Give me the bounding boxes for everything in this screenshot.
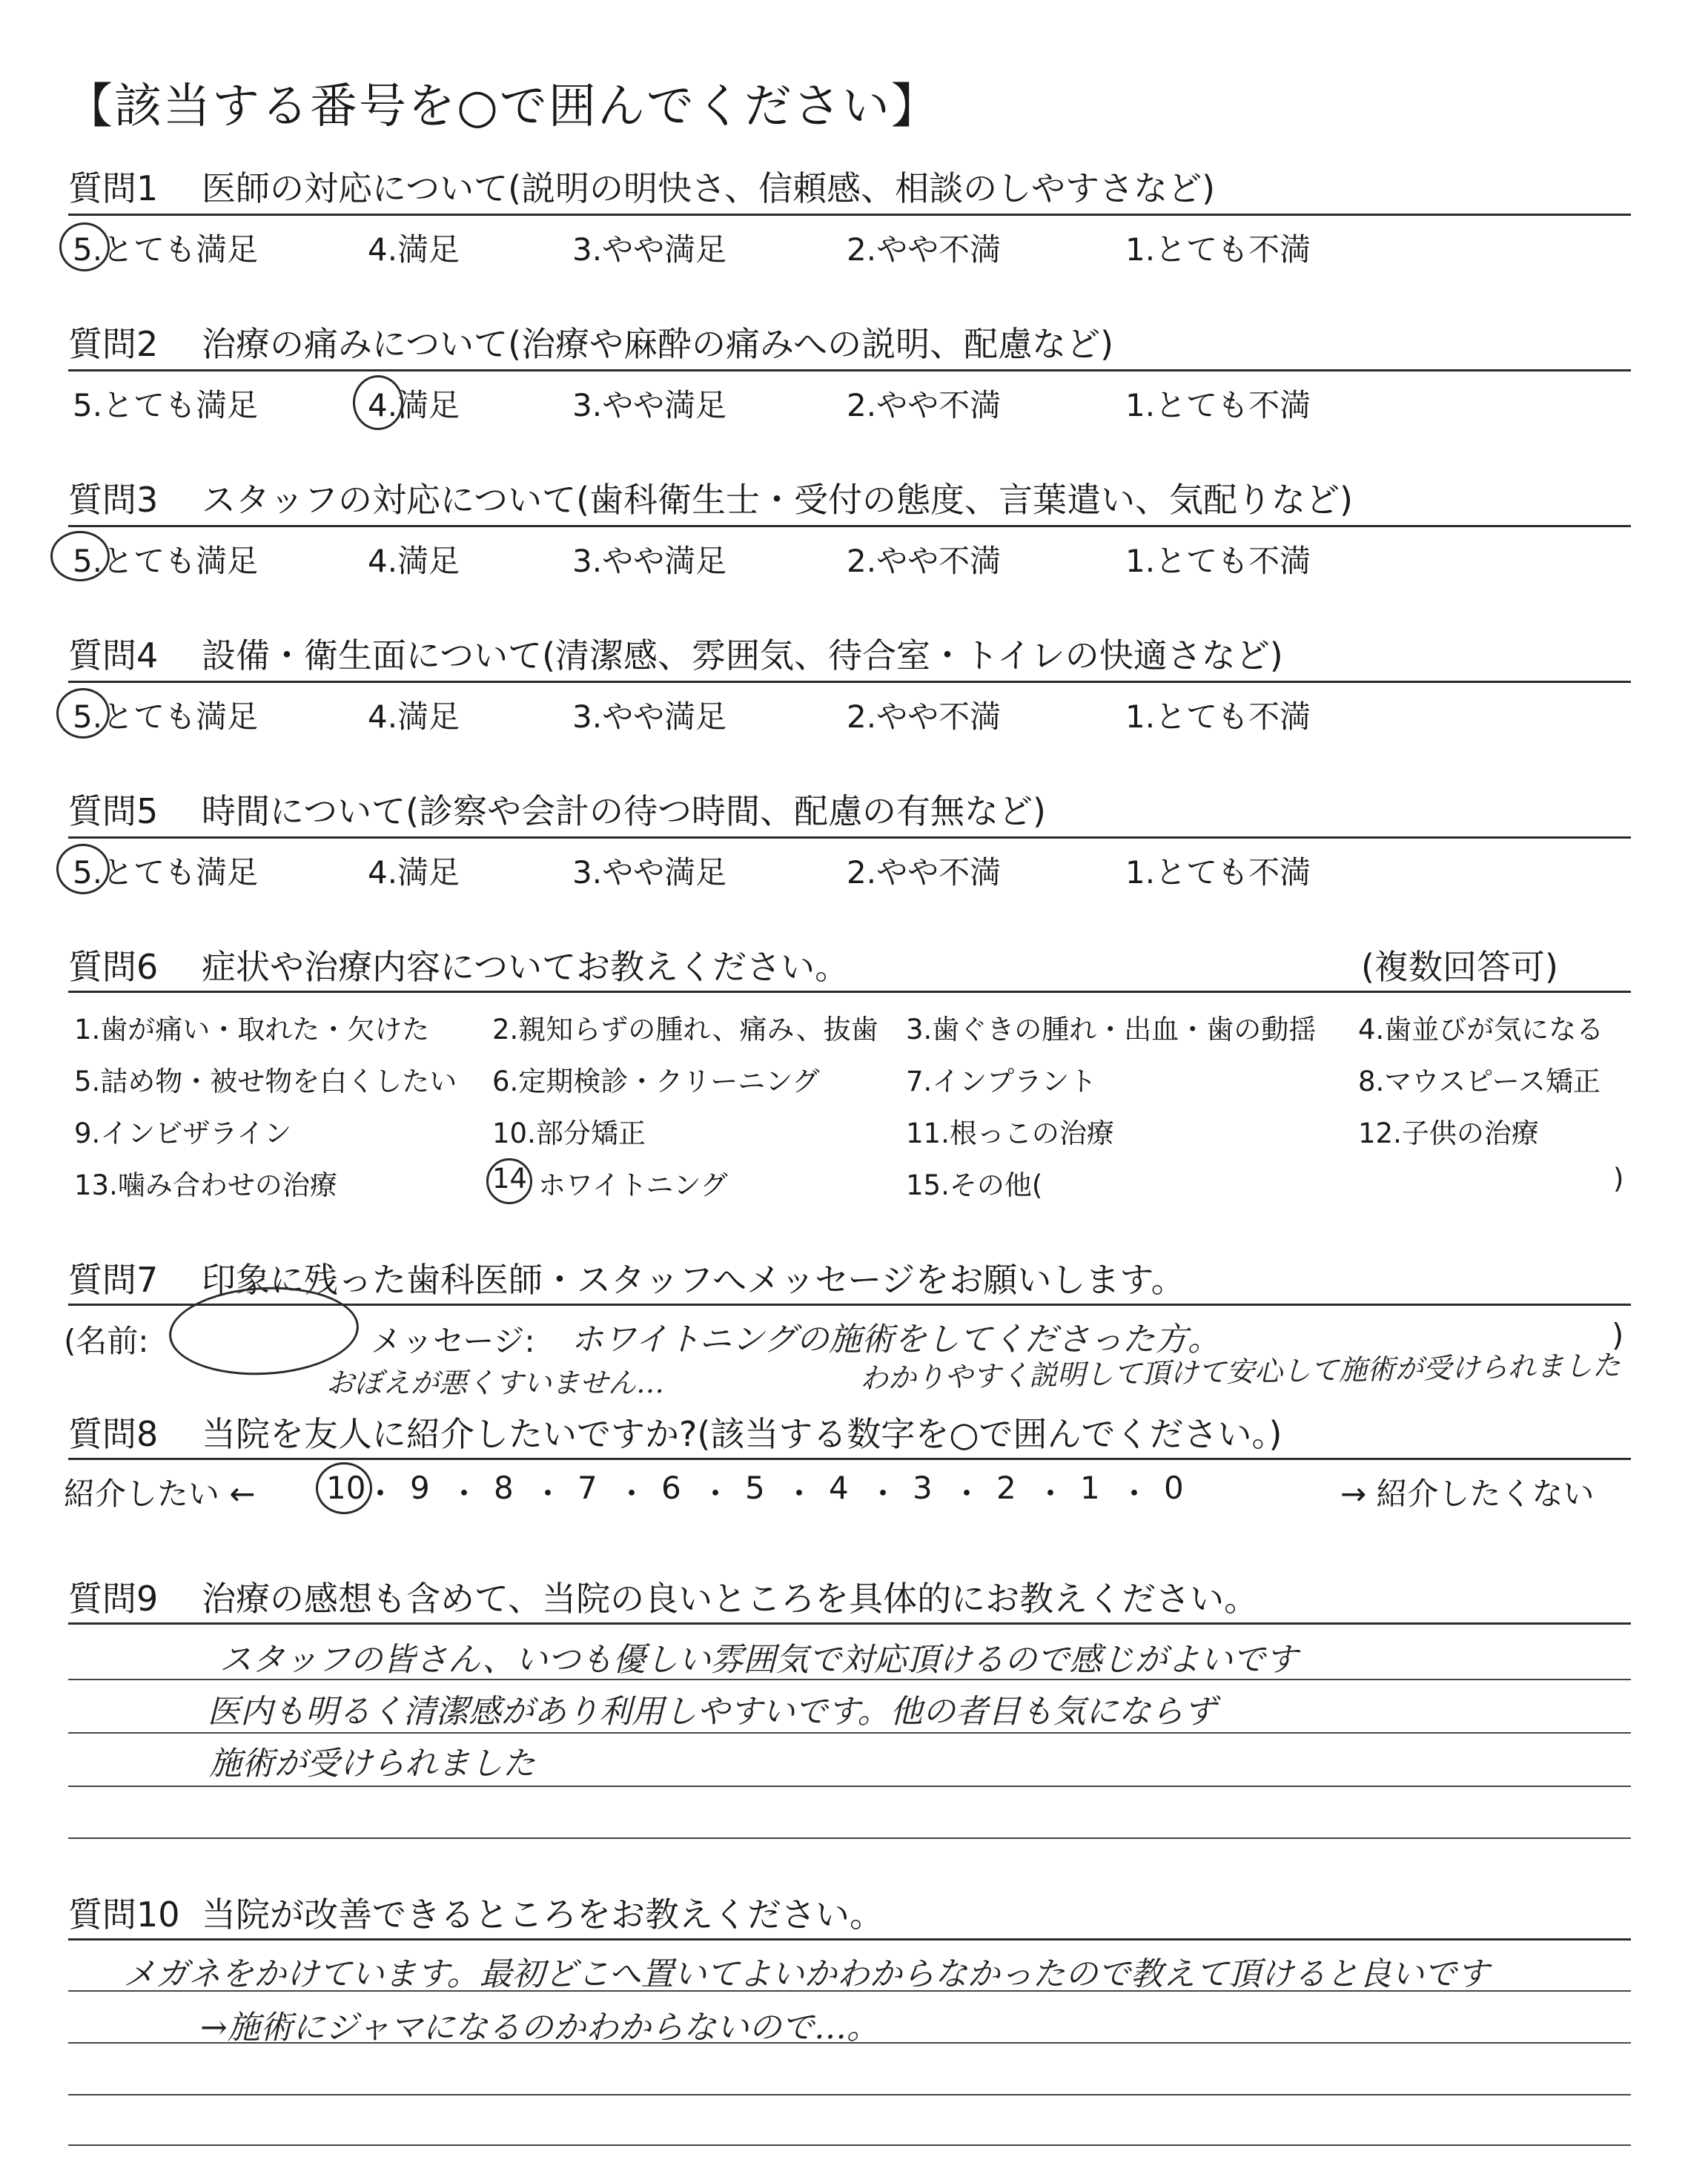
- q6-item-10[interactable]: 10.部分矯正: [492, 1117, 646, 1149]
- question-9-label: 質問9: [68, 1579, 159, 1619]
- q1-option-5[interactable]: 5.とても満足: [73, 231, 259, 268]
- q2-selection-circle: [353, 375, 403, 430]
- q8-scale-separator: ・: [616, 1476, 648, 1512]
- question-8-rule: [68, 1458, 1631, 1460]
- q4-option-1[interactable]: 1.とても不満: [1125, 698, 1311, 735]
- q2-option-3[interactable]: 3.やや満足: [572, 387, 727, 423]
- q6-item-8[interactable]: 8.マウスピース矯正: [1358, 1066, 1601, 1097]
- q6-item-11[interactable]: 11.根っこの治療: [906, 1117, 1114, 1149]
- question-2-text: 治療の痛みについて(治療や麻酔の痛みへの説明、配慮など): [202, 324, 1114, 364]
- q6-selection-circle: [486, 1158, 532, 1204]
- q6-item-14-number[interactable]: 14: [492, 1163, 528, 1195]
- question-7-label: 質問7: [68, 1260, 159, 1300]
- q1-option-2[interactable]: 2.やや不満: [847, 231, 1002, 268]
- question-1-text: 医師の対応について(説明の明快さ、信頼感、相談のしやすさなど): [202, 168, 1216, 208]
- q8-scale-separator: ・: [867, 1476, 899, 1512]
- q3-option-4[interactable]: 4.満足: [368, 543, 460, 579]
- q8-left-label: 紹介したい ←: [64, 1476, 256, 1512]
- q8-scale-3[interactable]: 3: [913, 1470, 933, 1506]
- q6-item-9[interactable]: 9.インビザライン: [74, 1117, 292, 1149]
- question-5-rule: [68, 836, 1631, 839]
- q8-scale-separator: ・: [365, 1476, 397, 1512]
- q8-scale-4[interactable]: 4: [829, 1470, 849, 1506]
- q9-answer-line-4: [68, 1837, 1631, 1839]
- question-9-rule: [68, 1622, 1631, 1625]
- q7-message-label: メッセージ:: [371, 1323, 535, 1359]
- q6-item-13[interactable]: 13.噛み合わせの治療: [74, 1169, 337, 1201]
- q5-option-4[interactable]: 4.満足: [368, 854, 460, 891]
- question-4-rule: [68, 681, 1631, 683]
- q2-option-5[interactable]: 5.とても満足: [73, 387, 259, 423]
- q6-item-6[interactable]: 6.定期検診・クリーニング: [492, 1066, 820, 1097]
- question-5-text: 時間について(診察や会計の待つ時間、配慮の有無など): [202, 791, 1046, 831]
- q6-item-1[interactable]: 1.歯が痛い・取れた・欠けた: [74, 1014, 430, 1046]
- q8-scale-10[interactable]: 10: [326, 1470, 366, 1506]
- q9-handwritten-line-3: 施術が受けられました: [209, 1745, 535, 1783]
- q4-option-4[interactable]: 4.満足: [368, 698, 460, 735]
- question-10-text: 当院が改善できるところをお教えください。: [202, 1895, 884, 1935]
- question-8-text: 当院を友人に紹介したいですか?(該当する数字を○で囲んでください。): [202, 1414, 1282, 1454]
- question-9-text: 治療の感想も含めて、当院の良いところを具体的にお教えください。: [202, 1579, 1259, 1619]
- q5-option-5[interactable]: 5.とても満足: [73, 854, 259, 891]
- q3-option-1[interactable]: 1.とても不満: [1125, 543, 1311, 579]
- q6-item-12[interactable]: 12.子供の治療: [1358, 1117, 1539, 1149]
- q2-option-1[interactable]: 1.とても不満: [1125, 387, 1311, 423]
- q5-selection-circle: [56, 844, 110, 894]
- question-6-note: (複数回答可): [1361, 947, 1558, 987]
- q8-scale-9[interactable]: 9: [410, 1470, 430, 1506]
- q8-scale-0[interactable]: 0: [1164, 1470, 1184, 1506]
- q10-handwritten-line-1: メガネをかけています。最初どこへ置いてよいかわからなかったので教えて頂けると良いです: [123, 1955, 1489, 1993]
- question-3-text: スタッフの対応について(歯科衛生士・受付の態度、言葉遣い、気配りなど): [202, 480, 1353, 520]
- q8-scale-separator: ・: [700, 1476, 732, 1512]
- q2-option-4[interactable]: 4.満足: [368, 387, 460, 423]
- q9-answer-line-2: [68, 1732, 1631, 1734]
- question-8-label: 質問8: [68, 1414, 159, 1454]
- q7-handwritten-message: ホワイトニングの施術をしてくださった方。: [571, 1321, 1221, 1358]
- q9-handwritten-line-2: 医内も明るく清潔感があり利用しやすいです。他の者目も気にならず: [208, 1693, 1217, 1731]
- page-title: 【該当する番号を○で囲んでください】: [65, 79, 940, 134]
- question-2-label: 質問2: [68, 324, 159, 364]
- q5-option-3[interactable]: 3.やや満足: [572, 854, 727, 891]
- q6-item-4[interactable]: 4.歯並びが気になる: [1358, 1014, 1604, 1046]
- q6-item-15-close: ): [1613, 1163, 1624, 1195]
- q8-scale-separator: ・: [532, 1476, 564, 1512]
- question-4-text: 設備・衛生面について(清潔感、雰囲気、待合室・トイレの快適さなど): [202, 635, 1283, 676]
- q10-handwritten-line-2: →施術にジャマになるのかわからないので…。: [200, 2009, 879, 2047]
- q4-option-2[interactable]: 2.やや不満: [847, 698, 1002, 735]
- q1-option-1[interactable]: 1.とても不満: [1125, 231, 1311, 268]
- q8-scale-separator: ・: [951, 1476, 983, 1512]
- q6-item-7[interactable]: 7.インプラント: [906, 1066, 1097, 1097]
- q6-item-3[interactable]: 3.歯ぐきの腫れ・出血・歯の動揺: [906, 1014, 1317, 1046]
- question-1-rule: [68, 214, 1631, 216]
- q8-scale-separator: ・: [784, 1476, 815, 1512]
- question-6-text: 症状や治療内容についてお教えください。: [202, 947, 850, 987]
- q3-selection-circle: [50, 531, 110, 581]
- question-7-text: 印象に残った歯科医師・スタッフへメッセージをお願いします。: [202, 1260, 1185, 1300]
- question-6-label: 質問6: [68, 947, 159, 987]
- q7-handwritten-name-note: おぼえが悪くすいません…: [326, 1367, 665, 1399]
- q8-scale-separator: ・: [448, 1476, 480, 1512]
- question-6-rule: [68, 991, 1631, 993]
- q6-item-5[interactable]: 5.詰め物・被せ物を白くしたい: [74, 1066, 457, 1097]
- q4-selection-circle: [56, 688, 110, 739]
- q1-option-3[interactable]: 3.やや満足: [572, 231, 727, 268]
- question-10-label: 質問10: [68, 1895, 180, 1935]
- q9-handwritten-line-1: スタッフの皆さん、いつも優しい雰囲気で対応頂けるので感じがよいです: [219, 1641, 1298, 1679]
- q8-scale-1[interactable]: 1: [1080, 1470, 1100, 1506]
- q10-answer-line-3: [68, 2094, 1631, 2095]
- question-5-label: 質問5: [68, 791, 159, 831]
- q3-option-2[interactable]: 2.やや不満: [847, 543, 1002, 579]
- question-3-label: 質問3: [68, 480, 159, 520]
- q8-scale-6[interactable]: 6: [661, 1470, 681, 1506]
- q9-answer-line-3: [68, 1786, 1631, 1787]
- q4-option-3[interactable]: 3.やや満足: [572, 698, 727, 735]
- question-10-rule: [68, 1938, 1631, 1941]
- question-1-label: 質問1: [68, 168, 159, 208]
- question-2-rule: [68, 369, 1631, 371]
- q5-option-1[interactable]: 1.とても不満: [1125, 854, 1311, 891]
- q1-option-4[interactable]: 4.満足: [368, 231, 460, 268]
- q1-selection-circle: [59, 222, 110, 271]
- q6-item-15[interactable]: 15.その他(: [906, 1169, 1043, 1201]
- q8-scale-8[interactable]: 8: [494, 1470, 514, 1506]
- q7-name-label: (名前:: [64, 1323, 149, 1359]
- q2-option-2[interactable]: 2.やや不満: [847, 387, 1002, 423]
- q10-answer-line-4: [68, 2144, 1631, 2146]
- q7-close-paren: ): [1612, 1317, 1624, 1353]
- q6-item-14-label[interactable]: ホワイトニング: [538, 1169, 728, 1201]
- q8-scale-5[interactable]: 5: [745, 1470, 765, 1506]
- q7-handwritten-extra: わかりやすく説明して頂けて安心して施術が受けられました: [859, 1349, 1621, 1395]
- q4-option-5[interactable]: 5.とても満足: [73, 698, 259, 735]
- q8-right-label: → 紹介したくない: [1340, 1476, 1595, 1512]
- q8-scale-7[interactable]: 7: [577, 1470, 598, 1506]
- q8-scale-separator: ・: [1119, 1476, 1151, 1512]
- q6-item-2[interactable]: 2.親知らずの腫れ、痛み、抜歯: [492, 1014, 878, 1046]
- question-3-rule: [68, 525, 1631, 527]
- q8-scale-separator: ・: [1035, 1476, 1067, 1512]
- question-4-label: 質問4: [68, 635, 159, 676]
- q5-option-2[interactable]: 2.やや不満: [847, 854, 1002, 891]
- q3-option-3[interactable]: 3.やや満足: [572, 543, 727, 579]
- q8-scale-2[interactable]: 2: [996, 1470, 1016, 1506]
- q3-option-5[interactable]: 5.とても満足: [73, 543, 259, 579]
